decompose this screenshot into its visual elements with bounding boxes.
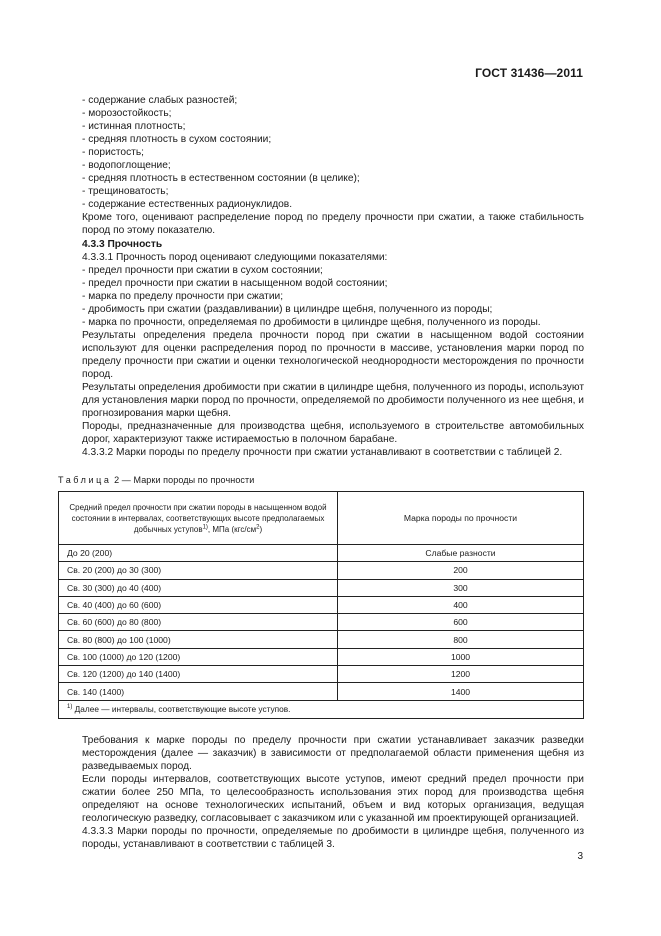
grade-cell: 200	[338, 562, 584, 579]
list-item: - содержание естественных радионуклидов.	[82, 199, 293, 211]
grade-cell: 300	[338, 579, 584, 596]
table-caption-text: 2 — Марки породы по прочности	[111, 475, 255, 485]
list-item: - марка по пределу прочности при сжатии;	[82, 290, 284, 302]
strength-range-cell: Св. 80 (800) до 100 (1000)	[59, 631, 338, 648]
paragraph-4-3-3-3: 4.3.3.3 Марки породы по прочности, определяемые по дробимости в цилиндре щебня, полученного из породы, устанавливают в соответствии с таблицей 3.	[82, 826, 584, 851]
paragraph-distribution: Кроме того, оценивают распределение пород по пределу прочности при сжатии, а также стабильность пород по этому показателю.	[82, 212, 584, 237]
paragraph-requirements: Требования к марке породы по пределу прочности при сжатии устанавливает заказчик разведки месторождения (далее — заказчик) в зависимости от предполагаемой области применения щебня из разведываемых пород.	[82, 735, 584, 773]
paragraph-4-3-3-1: 4.3.3.1 Прочность пород оценивают следующими показателями:	[82, 251, 388, 263]
grade-cell: 1400	[338, 683, 584, 700]
table-row	[59, 631, 584, 648]
strength-range-cell: Св. 100 (1000) до 120 (1200)	[59, 648, 338, 665]
strength-range-cell: Св. 120 (1200) до 140 (1400)	[59, 666, 338, 683]
table-row	[59, 579, 584, 596]
paragraph-250-mpa: Если породы интервалов, соответствующих высоте уступов, имеют средний предел прочности при сжатии более 250 МПа, то целесообразность использования этих пород для производства щебня определяют на основе технологических испытаний, объем и вид которых организация, ведущая геологическую разведку, согласовывает с заказчиком или с указанной им проектирующей организацией.	[82, 774, 584, 825]
strength-grades-table	[58, 491, 584, 719]
strength-indicators-list	[78, 264, 584, 329]
list-item: - пористость;	[82, 147, 144, 159]
table-row	[59, 614, 584, 631]
table-row	[59, 666, 584, 683]
table-row	[59, 683, 584, 700]
document-header: ГОСТ 31436—2011	[475, 66, 583, 80]
grade-cell: 800	[338, 631, 584, 648]
list-item: - трещиноватость;	[82, 186, 169, 198]
list-item: - средняя плотность в естественном состоянии (в целике);	[82, 173, 360, 185]
strength-range-cell: Св. 60 (600) до 80 (800)	[59, 614, 338, 631]
list-item: - средняя плотность в сухом состоянии;	[82, 134, 272, 146]
list-item: - марка по прочности, определяемая по дробимости в цилиндре щебня, полученного из породы.	[82, 316, 541, 328]
grade-cell: 600	[338, 614, 584, 631]
list-item: - морозостойкость;	[82, 108, 172, 120]
list-item: - предел прочности при сжатии в сухом состоянии;	[82, 264, 323, 276]
grade-cell: 1200	[338, 666, 584, 683]
strength-range-cell: Св. 40 (400) до 60 (600)	[59, 596, 338, 613]
list-item: - дробимость при сжатии (раздавливании) в цилиндре щебня, полученного из породы;	[82, 303, 493, 315]
table-header-grade: Марка породы по прочности	[338, 492, 584, 545]
body-text-top	[78, 94, 584, 459]
table-footnote-row	[59, 700, 584, 718]
table-caption-label: Таблица	[58, 475, 112, 485]
paragraph-roads: Породы, предназначенные для производства щебня, используемого в строительстве автомобильных дорог, характеризуют также истираемостью в полочном барабане.	[82, 421, 584, 446]
paragraph-4-3-3-2: 4.3.3.2 Марки породы по пределу прочности при сжатии устанавливают в соответствии с таблицей 2.	[82, 447, 563, 459]
paragraph-results-2: Результаты определения дробимости при сжатии в цилиндре щебня, полученного из породы, используют для установления марки пород по прочности, определяемой по дробимости полученного из нее щебня, и прогнозирования марки щебня.	[82, 382, 584, 420]
section-title: 4.3.3 Прочность	[82, 238, 163, 250]
table-row	[59, 562, 584, 579]
paragraph-results-1: Результаты определения предела прочности пород при сжатии в насыщенном водой состоянии используют для оценки распределения пород по прочности в массиве, установления марки пород по пределу прочности при сжатии и оценки технологической неоднородности месторождения по прочности пород.	[82, 329, 584, 380]
table-header-row	[59, 492, 584, 545]
table-row	[59, 596, 584, 613]
properties-list	[78, 94, 584, 211]
list-item: - содержание слабых разностей;	[82, 95, 238, 106]
table-body	[59, 545, 584, 701]
list-item: - истинная плотность;	[82, 121, 186, 133]
grade-cell: Слабые разности	[338, 545, 584, 562]
strength-range-cell: Св. 30 (300) до 40 (400)	[59, 579, 338, 596]
strength-range-cell: Св. 140 (1400)	[59, 683, 338, 700]
body-text-bottom	[78, 734, 584, 851]
strength-range-cell: Св. 20 (200) до 30 (300)	[59, 562, 338, 579]
list-item: - предел прочности при сжатии в насыщенном водой состоянии;	[82, 277, 388, 289]
list-item: - водопоглощение;	[82, 160, 171, 172]
strength-range-cell: До 20 (200)	[59, 545, 338, 562]
table-footnote: $^{1)}$ Далее — интервалы, соответствующие высоте уступов.	[59, 700, 584, 718]
table-caption	[58, 475, 254, 485]
table-row	[59, 648, 584, 665]
page-number: 3	[577, 851, 583, 862]
grade-cell: 400	[338, 596, 584, 613]
grade-cell: 1000	[338, 648, 584, 665]
table-row	[59, 545, 584, 562]
table-header-strength-range: Средний предел прочности при сжатии породы в насыщенном водой состоянии в интервалах, соответствующих высоте предполагаемых добычных уступов$^{1)}$, МПа $(кгс/см^2)$	[59, 492, 338, 545]
